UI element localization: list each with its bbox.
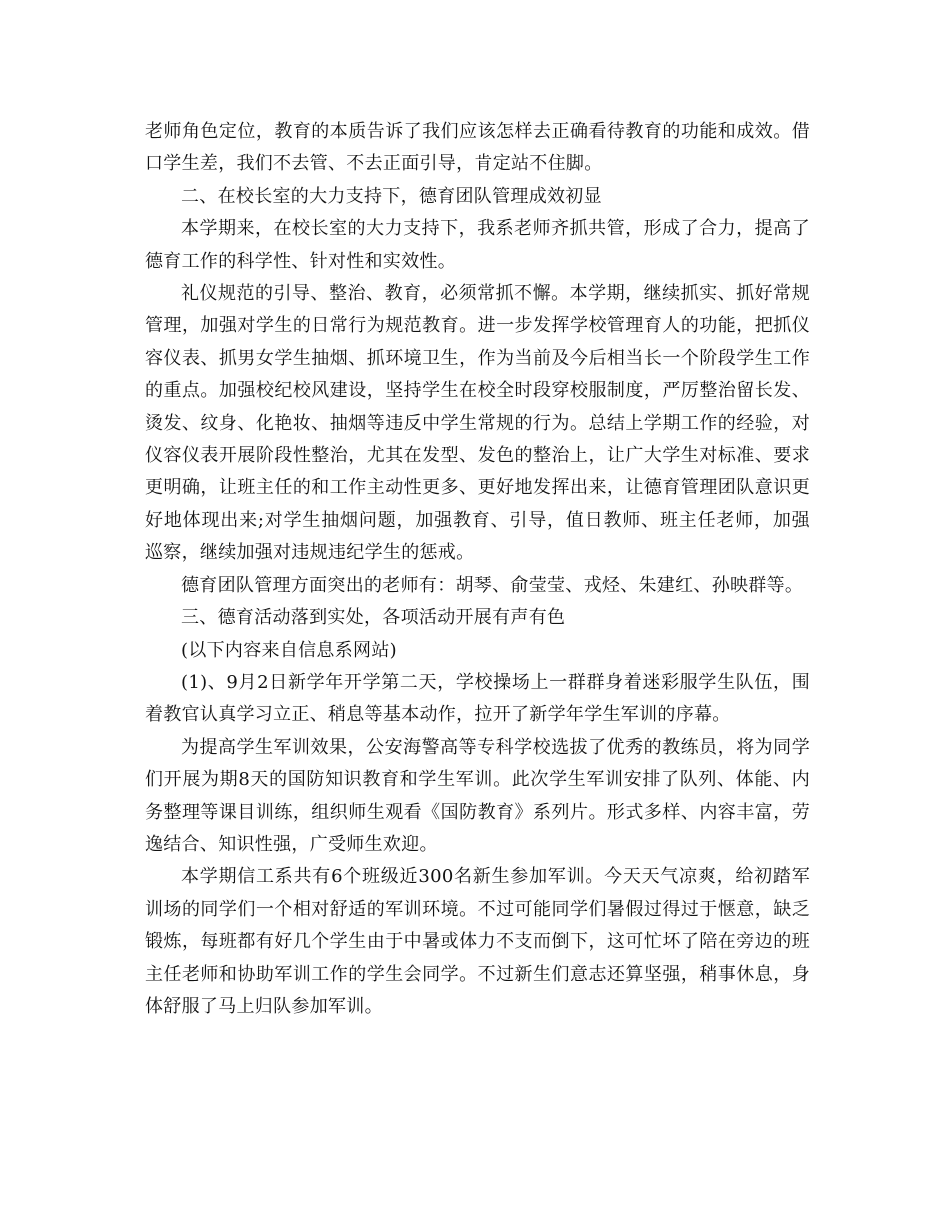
paragraph: 本学期来，在校长室的大力支持下，我系老师齐抓共管，形成了合力，提高了德育工作的科学性、针对性和实效性。: [145, 218, 810, 272]
paragraph: 本学期信工系共有6个班级近300名新生参加军训。今天天气凉爽，给初踏军训场的同学们一个相对舒适的军训环境。不过可能同学们暑假过得过于惬意，缺乏锻炼，每班都有好几个学生由于中暑或体力不支而倒下，这可忙坏了陪在旁边的班主任老师和协助军训工作的学生会同学。不过新生们意志还算坚强，稍事休息，身体舒服了马上归队参加军训。: [145, 866, 810, 1017]
source-note: (以下内容来自信息系网站): [181, 639, 397, 661]
paragraph: 礼仪规范的引导、整治、教育，必须常抓不懈。本学期，继续抓实、抓好常规管理，加强对学生的日常行为规范教育。进一步发挥学校管理育人的功能，把抓仪容仪表、抓男女学生抽烟、抓环境卫生，作为当前及今后相当长一个阶段学生工作的重点。加强校纪校风建设，坚持学生在校全时段穿校服制度，严厉整治留长发、烫发、纹身、化艳妆、抽烟等违反中学生常规的行为。总结上学期工作的经验，对仪容仪表开展阶段性整治，尤其在发型、发色的整治上，让广大学生对标准、要求更明确，让班主任的和工作主动性更多、更好地发挥出来，让德育管理团队意识更好地体现出来;对学生抽烟问题，加强教育、引导，值日教师、班主任老师，加强巡察，继续加强对违规违纪学生的惩戒。: [145, 283, 810, 564]
paragraph: (1)、9月2日新学年开学第二天，学校操场上一群群身着迷彩服学生队伍，围着教官认真学习立正、稍息等基本动作，拉开了新学年学生军训的序幕。: [145, 671, 810, 726]
paragraph-continuation: 老师角色定位，教育的本质告诉了我们应该怎样去正确看待教育的功能和成效。借口学生差，我们不去管、不去正面引导，肯定站不住脚。: [145, 121, 810, 175]
section-heading-three: 三、德育活动落到实处，各项活动开展有声有色: [181, 607, 566, 629]
paragraph: 德育团队管理方面突出的老师有：胡琴、俞莹莹、戎烃、朱建红、孙映群等。: [181, 574, 804, 596]
document-body: [145, 116, 810, 1023]
section-heading-two: 二、在校长室的大力支持下，德育团队管理成效初显: [181, 185, 602, 207]
paragraph: 为提高学生军训效果，公安海警高等专科学校选拔了优秀的教练员，将为同学们开展为期8天的国防知识教育和学生军训。此次学生军训安排了队列、体能、内务整理等课目训练，组织师生观看《国防教育》系列片。形式多样、内容丰富，劳逸结合、知识性强，广受师生欢迎。: [145, 736, 810, 855]
